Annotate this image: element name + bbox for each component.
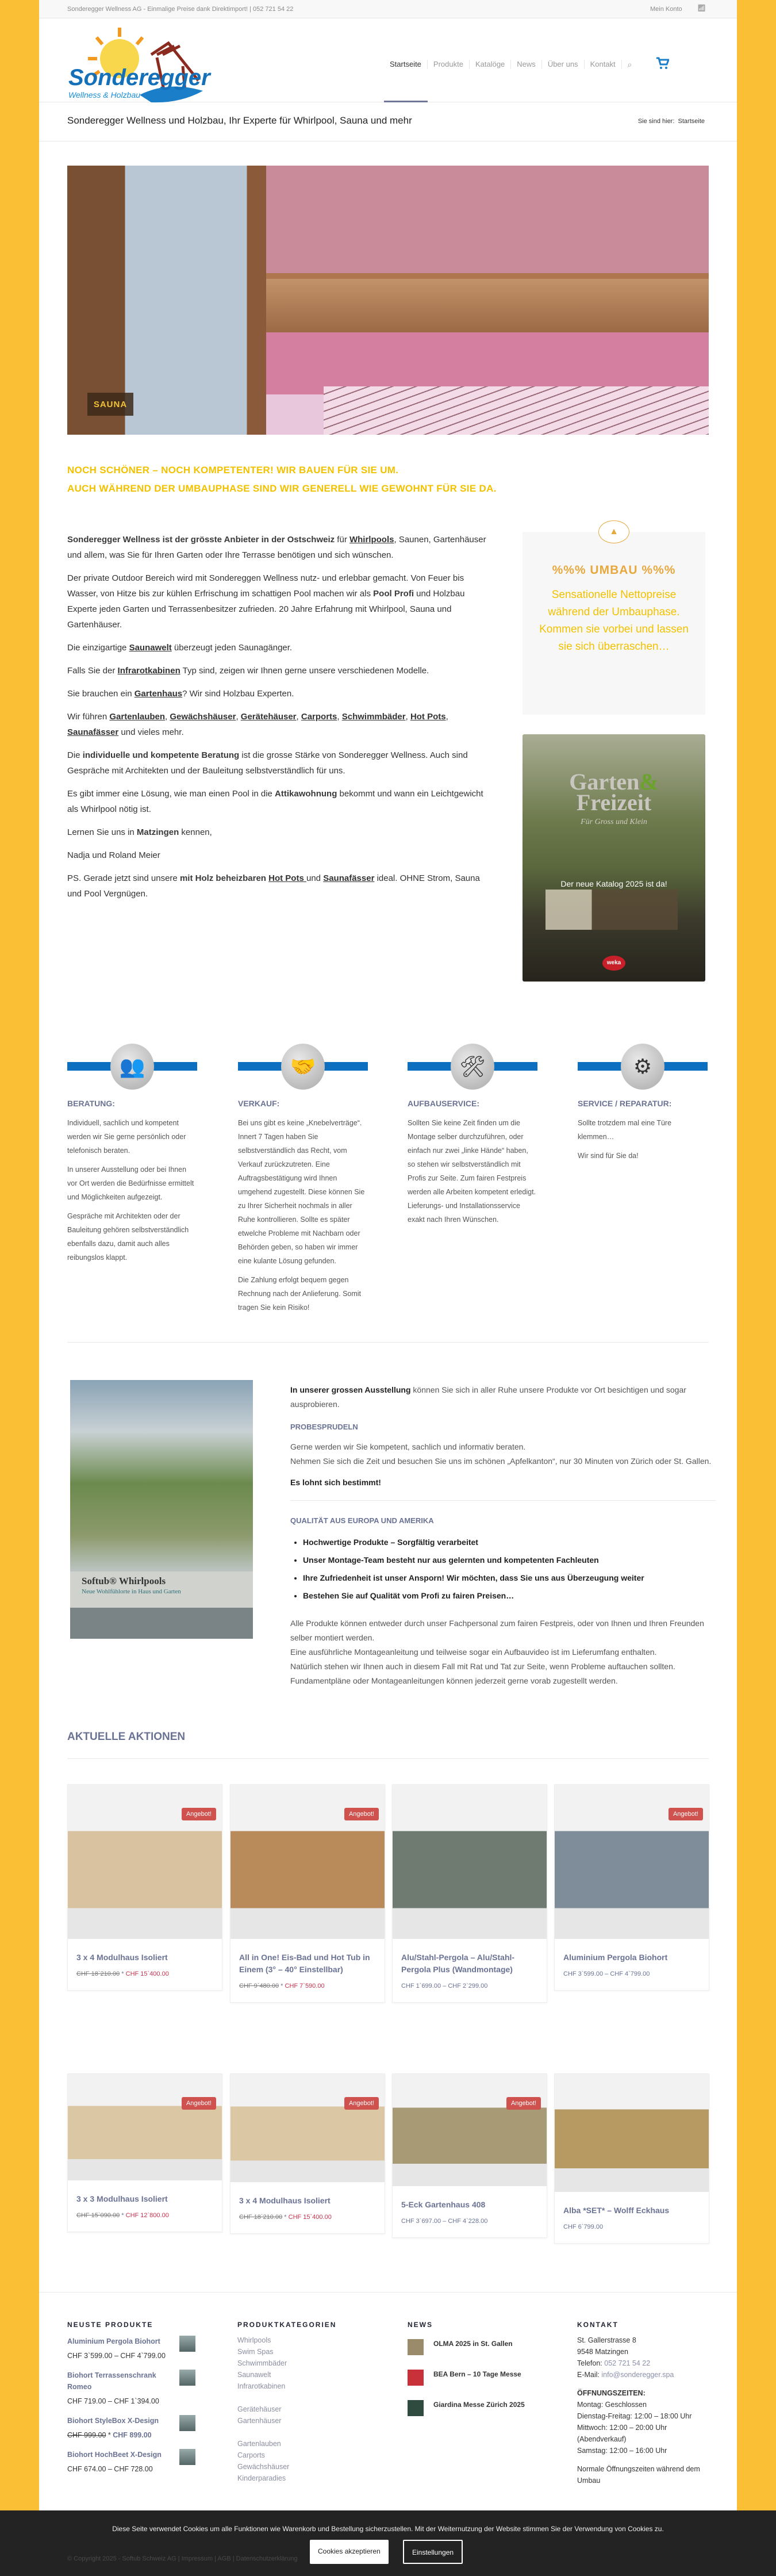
gear-clock-icon: ⚙ bbox=[621, 1044, 664, 1090]
quality-item: • Hochwertige Produkte – Sorgfältig verarbeitet bbox=[303, 1534, 716, 1551]
copyright: © Copyright 2025 - Softub Schweiz AG | Impressum | AGB | Datenschutzerklärung bbox=[67, 2555, 298, 2562]
offers-divider bbox=[67, 1758, 709, 1759]
product-price bbox=[68, 1964, 222, 1990]
nav-ueber-uns[interactable]: Über uns bbox=[541, 60, 584, 69]
page-title: Sonderegger Wellness und Holzbau, Ihr Experte für Whirlpool, Sauna und mehr bbox=[67, 115, 412, 126]
text: Es gibt immer eine Lösung, wie man einen Pool in die bbox=[67, 789, 275, 799]
news-title[interactable]: OLMA 2025 in St. Gallen bbox=[433, 2340, 513, 2348]
intro-paragraph bbox=[67, 747, 493, 779]
product-card[interactable] bbox=[392, 1784, 547, 2003]
service-title: SERVICE / REPARATUR: bbox=[578, 1099, 672, 1108]
news-title[interactable]: BEA Bern – 10 Tage Messe bbox=[433, 2370, 521, 2378]
nav-kataloge[interactable]: Katalöge bbox=[469, 60, 510, 69]
header bbox=[39, 18, 737, 102]
service-paragraph: In unserer Ausstellung oder bei Ihnen vor Ort werden die Bedürfnisse ermittelt und Möglichkeiten aufgezeigt. bbox=[67, 1166, 194, 1201]
text: und vieles mehr. bbox=[118, 727, 184, 737]
category-link[interactable]: Schwimmbäder bbox=[237, 2359, 287, 2367]
footer-product-price: CHF 719.00 – CHF 1`394.00 bbox=[67, 2397, 159, 2405]
text: Die bbox=[67, 750, 83, 760]
footer-product-name[interactable]: Aluminium Pergola Biohort bbox=[67, 2337, 160, 2345]
footer-newest-list bbox=[67, 2336, 211, 2483]
product-price bbox=[555, 1964, 709, 1990]
softub-subtitle: Neue Wohlfühlorte in Haus und Garten bbox=[82, 1588, 181, 1595]
service-paragraph: Sollten Sie keine Zeit finden um die Montage selber durchzuführen, oder einfach nur zwei „linke Hände“ haben, so stehen wir selbstverständlich mit Profis zur Seite. Zum fairen Festpreis werden alle Arbeiten kompetent erledigt. Lieferungs- und Installationsservice exakt nach Ihren Wünschen. bbox=[408, 1119, 536, 1224]
cone-icon: ▲ bbox=[598, 520, 629, 543]
text: , bbox=[337, 712, 342, 722]
sale-price: CHF 12`800.00 bbox=[125, 2212, 169, 2219]
footer-product-thumb[interactable] bbox=[179, 2370, 195, 2386]
product-card[interactable] bbox=[554, 1784, 709, 1991]
product-price bbox=[555, 2217, 709, 2243]
nav-produkte[interactable]: Produkte bbox=[427, 60, 469, 69]
accept-cookies-button[interactable]: Cookies akzeptieren bbox=[310, 2540, 389, 2564]
intro-paragraph bbox=[67, 640, 493, 656]
price-sep: * bbox=[279, 1983, 285, 1989]
product-name[interactable]: Alba *SET* – Wolff Eckhaus bbox=[563, 2206, 670, 2215]
rss-icon[interactable]: 📶︎ bbox=[697, 4, 706, 12]
product-name[interactable]: All in One! Eis-Bad und Hot Tub in Einem (3° – 40° Einstellbar) bbox=[239, 1953, 370, 1974]
footer-product-price: CHF 3`599.00 – CHF 4`799.00 bbox=[67, 2352, 166, 2360]
sale-badge: Angebot! bbox=[669, 1808, 703, 1820]
price: CHF 1`699.00 – CHF 2`299.00 bbox=[401, 1983, 488, 1989]
top-bar bbox=[39, 0, 737, 18]
footer-product[interactable] bbox=[67, 2415, 211, 2441]
showroom-p7: Fundamentpläne oder Montageanleitungen können jederzeit gerne vorab zugestellt werden. bbox=[290, 1676, 618, 1685]
catalog-subtitle: Für Gross und Klein bbox=[581, 818, 647, 826]
hours-line: Samstag: 12:00 – 16:00 Uhr bbox=[577, 2447, 667, 2455]
sale-badge: Angebot! bbox=[182, 2097, 216, 2110]
sale-price: CHF 899.00 bbox=[113, 2431, 152, 2439]
text: bekommt und wann ein Leichtgewicht als Whirlpool nötig ist. bbox=[67, 789, 483, 814]
text: Typ sind, zeigen wir Ihnen gerne unsere verschiedenen Modelle. bbox=[180, 666, 429, 676]
product-image[interactable] bbox=[231, 1785, 385, 1939]
quality-item: • Ihre Zufriedenheit ist unser Ansporn! Wir möchten, dass Sie uns aus Überzeugung weiter bbox=[303, 1569, 716, 1587]
text: überzeugt jeden Saunagänger. bbox=[171, 643, 293, 653]
product-name[interactable]: 3 x 3 Modulhaus Isoliert bbox=[76, 2194, 168, 2203]
news-thumb[interactable] bbox=[408, 2339, 424, 2355]
footer-product[interactable] bbox=[67, 2449, 211, 2475]
text: ist die grosse Stärke von Sonderegger Wellness. Auch sind Gespräche mit Architekten und der Bauleitung selbstverständlich für uns. bbox=[67, 750, 468, 776]
inline-link[interactable]: Gewächshäuser bbox=[170, 712, 236, 722]
softub-title: Softub® Whirlpools bbox=[82, 1575, 166, 1586]
service-text bbox=[408, 1116, 537, 1232]
text: und bbox=[306, 873, 324, 883]
contact-email[interactable]: info@sonderegger.spa bbox=[601, 2371, 674, 2379]
inline-link[interactable]: Gartenhaus bbox=[134, 689, 183, 699]
catalog-title: Garten& Freizeit bbox=[569, 769, 659, 815]
service-title: BERATUNG: bbox=[67, 1099, 115, 1108]
price-sep: * bbox=[282, 2214, 289, 2221]
logo[interactable] bbox=[65, 23, 214, 103]
news-thumb[interactable] bbox=[408, 2370, 424, 2386]
showroom-p3: Es lohnt sich bestimmt! bbox=[290, 1478, 381, 1487]
hours-line: Montag: Geschlossen bbox=[577, 2401, 647, 2409]
category-link[interactable]: Gartenlauben bbox=[237, 2440, 281, 2448]
footer-divider bbox=[39, 2292, 737, 2293]
showroom-p4: Alle Produkte können entweder durch unser Fachpersonal zum fairen Festpreis, oder von Ihnen und Ihren Freunden selber montiert werden. bbox=[290, 1619, 704, 1642]
price: CHF 3`599.00 – CHF 4`799.00 bbox=[563, 1971, 650, 1977]
umbau-title: %%% UMBAU %%% bbox=[552, 564, 676, 577]
sale-badge: Angebot! bbox=[344, 1808, 379, 1820]
showroom-p6: Natürlich stehen wir Ihnen auch in diesem Fall mit Rat und Tat zur Seite, wenn Probleme auftauchen sollten. bbox=[290, 1662, 675, 1671]
category-link[interactable]: Whirlpools bbox=[237, 2336, 271, 2344]
contact-phone-label: Telefon: bbox=[577, 2359, 602, 2367]
product-name[interactable]: 5-Eck Gartenhaus 408 bbox=[401, 2200, 486, 2209]
svg-text:Sonderegger: Sonderegger bbox=[68, 65, 210, 90]
footer-categories bbox=[237, 2334, 381, 2484]
category-group bbox=[237, 2404, 381, 2426]
footer-product-price bbox=[67, 2429, 211, 2441]
intro-paragraph bbox=[67, 663, 493, 678]
sale-price: CHF 15`400.00 bbox=[288, 2214, 332, 2221]
bold-text: individuelle und kompetente Beratung bbox=[82, 750, 240, 760]
category-link[interactable]: Gewächshäuser bbox=[237, 2463, 290, 2471]
product-image[interactable] bbox=[555, 1785, 709, 1939]
showroom-intro-bold: In unserer grossen Ausstellung bbox=[290, 1385, 411, 1394]
text: Wir führen bbox=[67, 712, 110, 722]
category-group bbox=[237, 2334, 381, 2392]
umbau-text: Sensationelle Nettopreise während der Umbauphase. Kommen sie vorbei und lassen sie sich überraschen… bbox=[539, 589, 689, 653]
product-price bbox=[393, 2211, 547, 2237]
text: Lernen Sie uns in bbox=[67, 827, 137, 837]
sale-price: CHF 15`400.00 bbox=[125, 1971, 169, 1977]
category-link[interactable]: Saunawelt bbox=[237, 2371, 271, 2379]
showroom-text bbox=[290, 1383, 716, 1688]
text: , bbox=[165, 712, 170, 722]
footer-product[interactable] bbox=[67, 2336, 211, 2362]
showroom-intro: können Sie sich in aller Ruhe unsere Produkte vor Ort besichtigen und sogar ausprobieren. bbox=[290, 1385, 686, 1409]
page bbox=[39, 0, 737, 2576]
product-card[interactable] bbox=[67, 2073, 222, 2232]
handshake-icon: 🤝 bbox=[281, 1044, 325, 1090]
intro-paragraph bbox=[67, 786, 493, 817]
category-group bbox=[237, 2438, 381, 2484]
showroom-p5: Eine ausführliche Montageanleitung und teilweise sogar ein Aufbauvideo ist im Lieferumfang enthalten. bbox=[290, 1647, 657, 1657]
text: Die einzigartige bbox=[67, 643, 129, 653]
catalog-house bbox=[545, 890, 678, 930]
text: , bbox=[405, 712, 410, 722]
offers-heading: AKTUELLE AKTIONEN bbox=[67, 1731, 186, 1743]
umbau-box bbox=[523, 527, 705, 715]
service-text bbox=[578, 1116, 708, 1168]
bold-text: mit Holz beheizbaren bbox=[179, 873, 269, 883]
search-icon[interactable]: ⌕ bbox=[621, 60, 638, 69]
old-price: CHF 9`480.00 bbox=[239, 1983, 279, 1989]
hero-label: SAUNA bbox=[87, 393, 133, 416]
sale-badge: Angebot! bbox=[506, 2097, 541, 2110]
bold-text: Attikawohnung bbox=[275, 789, 337, 799]
nav-news[interactable]: News bbox=[510, 60, 541, 69]
product-card[interactable] bbox=[230, 1784, 385, 2003]
sale-price: CHF 7`590.00 bbox=[285, 1983, 325, 1989]
footer-product-name[interactable]: Biohort Terrassenschrank Romeo bbox=[67, 2371, 156, 2391]
hero-image bbox=[67, 166, 709, 435]
title-bar bbox=[39, 102, 737, 141]
bold-text: Matzingen bbox=[136, 827, 179, 837]
intro-paragraph bbox=[67, 532, 493, 563]
inline-link[interactable]: Saunawelt bbox=[129, 643, 172, 653]
hero-bench bbox=[266, 279, 709, 333]
text: , bbox=[445, 712, 448, 722]
nav-startseite[interactable]: Startseite bbox=[390, 59, 421, 68]
inline-link[interactable]: Carports bbox=[301, 712, 337, 722]
showroom-divider bbox=[290, 1500, 716, 1501]
category-link[interactable]: Infrarotkabinen bbox=[237, 2382, 286, 2390]
intro-paragraph bbox=[67, 848, 493, 863]
catalog-caption: Der neue Katalog 2025 ist da! bbox=[560, 879, 667, 888]
product-price bbox=[393, 1976, 547, 2002]
price-sep: * bbox=[120, 2212, 126, 2219]
news-thumb[interactable] bbox=[408, 2400, 424, 2416]
service-paragraph: Sollte trotzdem mal eine Türe klemmen… bbox=[578, 1119, 672, 1141]
footer-product-name[interactable]: Biohort HochBeet X-Design bbox=[67, 2451, 162, 2459]
price-sep: * bbox=[106, 2431, 113, 2439]
service-paragraph: Individuell, sachlich und kompetent werden wir Sie gerne persönlich oder telefonisch beraten. bbox=[67, 1119, 186, 1155]
footer-contact bbox=[577, 2334, 709, 2486]
weka-logo: weka bbox=[602, 956, 625, 971]
contact-street: St. Gallerstrasse 8 bbox=[577, 2336, 636, 2344]
footer-product-price: CHF 674.00 – CHF 728.00 bbox=[67, 2465, 153, 2473]
intro-paragraph bbox=[67, 825, 493, 840]
intro-paragraph bbox=[67, 686, 493, 702]
softub-catalog-image[interactable] bbox=[70, 1380, 253, 1639]
service-title: VERKAUF: bbox=[238, 1099, 280, 1108]
notice-line-2: AUCH WÄHREND DER UMBAUPHASE SIND WIR GENERELL WIE GEWOHNT FÜR SIE DA. bbox=[67, 483, 497, 494]
product-name[interactable]: Alu/Stahl-Pergola – Alu/Stahl-Pergola Plus (Wandmontage) bbox=[401, 1953, 515, 1974]
footer-product-thumb[interactable] bbox=[179, 2415, 195, 2431]
product-image[interactable] bbox=[393, 2074, 547, 2186]
old-price: CHF 18`210.00 bbox=[239, 2214, 283, 2221]
contact-email-label: E-Mail: bbox=[577, 2371, 600, 2379]
category-link[interactable]: Swim Spas bbox=[237, 2348, 274, 2356]
footer-product-thumb[interactable] bbox=[179, 2449, 195, 2465]
product-image[interactable] bbox=[555, 2074, 709, 2192]
top-bar-info: Sonderegger Wellness AG - Einmalige Preise dank Direktimport! | 052 721 54 22 bbox=[67, 6, 294, 13]
text: PS. Gerade jetzt sind unsere bbox=[67, 873, 180, 883]
text: für bbox=[335, 535, 349, 545]
quality-item: • Bestehen Sie auf Qualität vom Profi zu fairen Preisen… bbox=[303, 1587, 716, 1605]
old-price: CHF 18`210.00 bbox=[76, 1971, 120, 1977]
service-paragraph: Wir sind für Sie da! bbox=[578, 1152, 639, 1160]
cookie-message: Diese Seite verwendet Cookies um alle Funktionen wie Warenkorb und Bestellung sicherzustellen. Mit der Weiternutzung der Website stimmen Sie der Verwendung von Cookies zu. bbox=[112, 2525, 664, 2533]
product-card[interactable] bbox=[554, 2073, 709, 2244]
showroom-p1: Gerne werden wir Sie kompetent, sachlich und informativ beraten. bbox=[290, 1442, 526, 1451]
svg-text:Wellness & Holzbau: Wellness & Holzbau bbox=[68, 90, 141, 99]
probesprudeln-heading: PROBESPRUDELN bbox=[290, 1423, 358, 1431]
my-account-link[interactable]: Mein Konto bbox=[650, 6, 682, 13]
contact-city: 9548 Matzingen bbox=[577, 2348, 628, 2356]
news-item[interactable] bbox=[408, 2338, 551, 2368]
quality-list bbox=[303, 1534, 716, 1605]
text: Der private Outdoor Bereich wird mit Sondereggen Wellness nutz- und erlebbar gemacht. Von Feuer bis Wasser, von Hitze bis zur kühlen Erfrischung im schattigen Pool machen wir als bbox=[67, 573, 464, 599]
contact-phone[interactable]: 052 721 54 22 bbox=[604, 2359, 651, 2367]
product-name[interactable]: 3 x 4 Modulhaus Isoliert bbox=[76, 1953, 168, 1962]
sale-badge: Angebot! bbox=[182, 1808, 216, 1820]
product-name[interactable]: Aluminium Pergola Biohort bbox=[563, 1953, 668, 1962]
catalog-banner[interactable] bbox=[523, 734, 705, 982]
service-text bbox=[238, 1116, 368, 1320]
product-price bbox=[231, 1976, 385, 2002]
footer-news-heading: NEWS bbox=[408, 2321, 433, 2329]
inline-link[interactable]: Schwimmbäder bbox=[341, 712, 406, 722]
cart-icon[interactable] bbox=[655, 56, 669, 72]
product-card[interactable] bbox=[67, 1784, 222, 1991]
inline-link[interactable]: Infrarotkabinen bbox=[117, 666, 180, 676]
breadcrumb-current[interactable]: Startseite bbox=[678, 118, 705, 125]
service-text bbox=[67, 1116, 197, 1270]
product-name[interactable]: 3 x 4 Modulhaus Isoliert bbox=[239, 2196, 331, 2205]
category-link[interactable]: Gerätehäuser bbox=[237, 2405, 282, 2413]
service-paragraph: Bei uns gibt es keine „Knebelverträge“. Innert 7 Tagen haben Sie selbstverständlich das Recht, vom Verkauf zurückzutreten. Eine Auftragsbestätigung wird Ihnen umgehend zugestellt. Diese können Sie zu Ihrer Sicherheit nochmals in aller Ruhe kontrollieren. Sollte es später etwelche Probleme mit Nachbarn oder Behörden geben, so haben wir immer eine kulante Lösung gefunden. bbox=[238, 1119, 365, 1265]
intro-paragraph bbox=[67, 709, 493, 740]
hours-line: Dienstag-Freitag: 12:00 – 18:00 Uhr bbox=[577, 2412, 692, 2420]
price: CHF 6`799.00 bbox=[563, 2224, 604, 2230]
category-link[interactable]: Gartenhäuser bbox=[237, 2417, 282, 2425]
intro-paragraph bbox=[67, 570, 493, 632]
service-paragraph: Die Zahlung erfolgt bequem gegen Rechnung nach der Anlieferung. Somit tragen Sie kein Risiko! bbox=[238, 1276, 362, 1312]
category-link[interactable]: Kinderparadies bbox=[237, 2474, 286, 2482]
inline-link[interactable]: Hot Pots bbox=[268, 873, 306, 883]
inline-link[interactable]: Gartenlauben bbox=[109, 712, 166, 722]
text: und Holzbau Experte jeden Garten und Terrassenbesitzer zufrieden. 20 Jahre Erfahrung mit Whirlpool, Sauna und Gartenhäuser. bbox=[67, 589, 465, 630]
hero-floor bbox=[324, 386, 709, 435]
text: ideal. OHNE Strom, Sauna und Pool Vergnügen. bbox=[67, 873, 480, 899]
product-image[interactable] bbox=[68, 1785, 222, 1939]
footer-newest-heading: NEUSTE PRODUKTE bbox=[67, 2321, 153, 2329]
service-title: AUFBAUSERVICE: bbox=[408, 1099, 479, 1108]
product-card[interactable] bbox=[230, 2073, 385, 2234]
footer-product-name[interactable]: Biohort StyleBox X-Design bbox=[67, 2417, 159, 2425]
service-paragraph: Gespräche mit Architekten oder der Bauleitung gehören selbstverständlich ebenfalls dazu, damit auch alles reibungslos klappt. bbox=[67, 1212, 189, 1262]
inline-link[interactable]: Whirlpools bbox=[349, 535, 394, 545]
text: Sie brauchen ein bbox=[67, 689, 135, 699]
product-price bbox=[231, 2207, 385, 2233]
intro-text bbox=[67, 532, 493, 909]
category-link[interactable]: Carports bbox=[237, 2451, 265, 2459]
breadcrumb-label: Sie sind hier: bbox=[637, 118, 675, 125]
product-card[interactable] bbox=[392, 2073, 547, 2238]
product-image[interactable] bbox=[393, 1785, 547, 1939]
showroom-p2: Nehmen Sie sich die Zeit und besuchen Sie uns im schönen „Apfelkanton“, nur 30 Minuten von Zürich oder St. Gallen. bbox=[290, 1456, 712, 1466]
footer-product[interactable] bbox=[67, 2370, 211, 2407]
hours-heading: ÖFFNUNGSZEITEN: bbox=[577, 2389, 646, 2397]
old-price: CHF 999.00 bbox=[67, 2431, 106, 2439]
section-divider bbox=[67, 1342, 709, 1343]
footer-news bbox=[408, 2338, 551, 2429]
inline-link[interactable]: Saunafässer bbox=[67, 727, 119, 737]
footer-contact-heading: KONTAKT bbox=[577, 2321, 619, 2329]
quality-heading: QUALITÄT AUS EUROPA UND AMERIKA bbox=[290, 1516, 434, 1525]
price: CHF 3`697.00 – CHF 4`228.00 bbox=[401, 2218, 488, 2225]
quality-item: • Unser Montage-Team besteht nur aus gelernten und kompetenten Fachleuten bbox=[303, 1551, 716, 1569]
main-nav bbox=[384, 56, 669, 72]
text: ? Wir sind Holzbau Experten. bbox=[182, 689, 294, 699]
text: , Saunen, Gartenhäuser und allem, was Sie für Ihren Garten oder Ihre Terrasse benötigen und sich wünschen. bbox=[67, 535, 486, 560]
bold-text: Pool Profi bbox=[373, 589, 414, 599]
hours-note: Normale Öffnungszeiten während dem Umbau bbox=[577, 2465, 700, 2485]
news-item[interactable] bbox=[408, 2368, 551, 2399]
price-sep: * bbox=[120, 1971, 126, 1977]
product-image[interactable] bbox=[68, 2074, 222, 2180]
hours-line: Mittwoch: 12:00 – 20:00 Uhr (Abendverkauf) bbox=[577, 2424, 667, 2443]
notice-line-1: NOCH SCHÖNER – NOCH KOMPETENTER! WIR BAUEN FÜR SIE UM. bbox=[67, 465, 399, 476]
old-price: CHF 15`090.00 bbox=[76, 2212, 120, 2219]
text: Nadja und Roland Meier bbox=[67, 850, 160, 860]
product-price bbox=[68, 2205, 222, 2232]
inline-link[interactable]: Hot Pots bbox=[410, 712, 446, 722]
intro-paragraph bbox=[67, 871, 493, 902]
cookie-settings-button[interactable]: Einstellungen bbox=[403, 2540, 463, 2564]
nav-kontakt[interactable]: Kontakt bbox=[584, 60, 621, 69]
text: , bbox=[236, 712, 241, 722]
text: , bbox=[296, 712, 301, 722]
breadcrumb bbox=[638, 118, 705, 125]
users-icon: 👥 bbox=[110, 1044, 154, 1090]
news-title[interactable]: Giardina Messe Zürich 2025 bbox=[433, 2401, 525, 2409]
sale-badge: Angebot! bbox=[344, 2097, 379, 2110]
cookie-banner bbox=[0, 2510, 776, 2576]
inline-link[interactable]: Saunafässer bbox=[323, 873, 375, 883]
inline-link[interactable]: Gerätehäuser bbox=[240, 712, 297, 722]
news-item[interactable] bbox=[408, 2399, 551, 2429]
text: Falls Sie der bbox=[67, 666, 118, 676]
tools-icon: 🛠 bbox=[451, 1044, 494, 1090]
footer-product-thumb[interactable] bbox=[179, 2336, 195, 2352]
footer-categories-heading: PRODUKTKATEGORIEN bbox=[237, 2321, 337, 2329]
text: kennen, bbox=[179, 827, 212, 837]
product-image[interactable] bbox=[231, 2074, 385, 2182]
bold-text: Sonderegger Wellness ist der grösste Anbieter in der Ostschweiz bbox=[67, 535, 335, 545]
